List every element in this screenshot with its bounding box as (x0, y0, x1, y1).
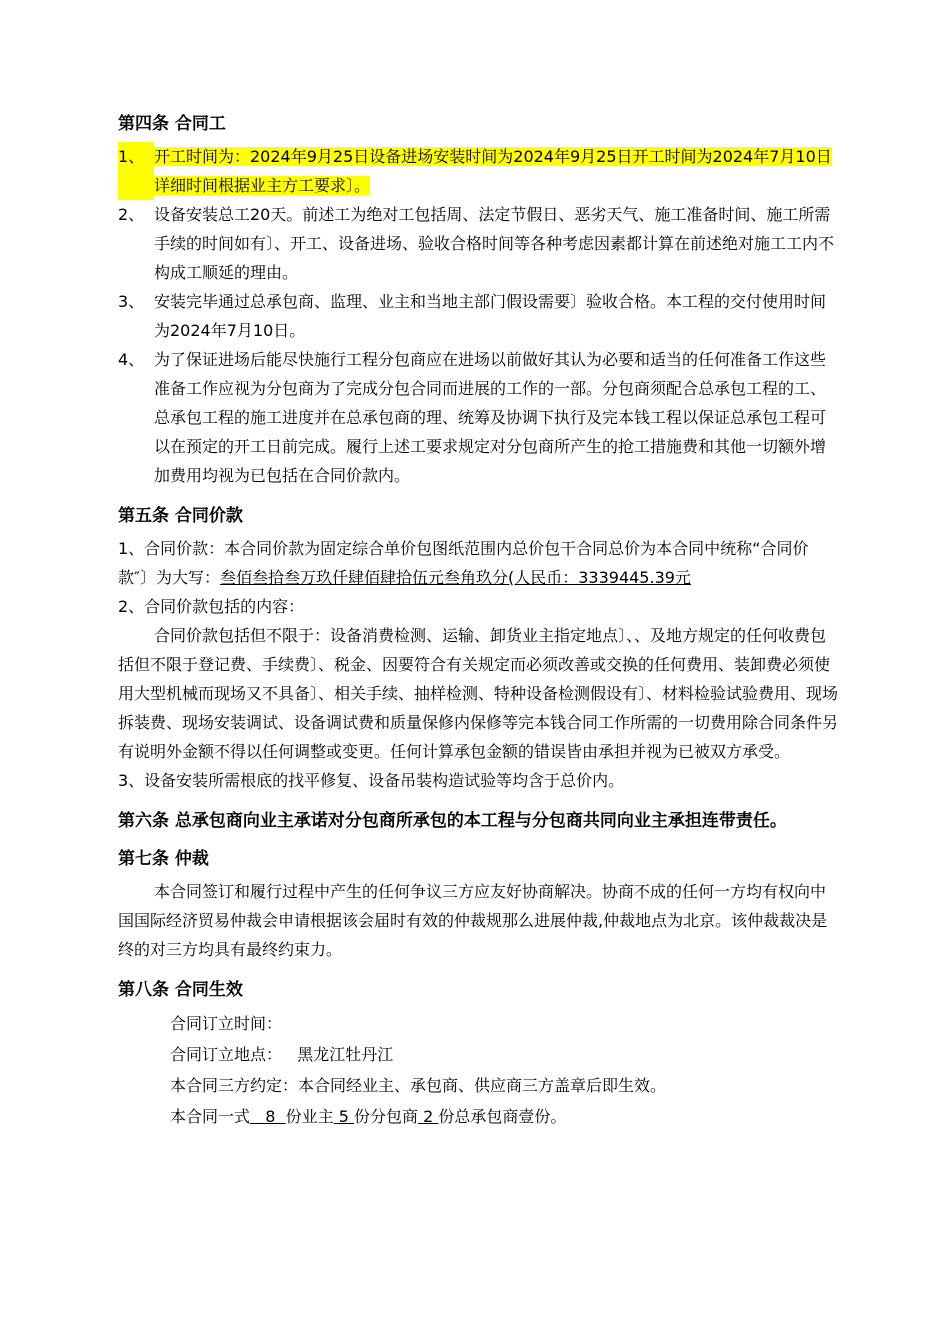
price-amount: 叁佰叁拾叁万玖仟肆佰肆拾伍元叁角玖分(人民币：3339445.39元 (219, 568, 691, 587)
contract-place-value: 黑龙江牡丹江 (297, 1045, 394, 1064)
copies-text-d: 份总承包商壹份。 (438, 1107, 567, 1126)
article6-title: 第六条 总承包商向业主承诺对分包商所承包的本工程与分包商共同向业主承担连带责任。 (118, 811, 787, 831)
article5-contents-heading: 2、合同价款包括的内容： (118, 597, 305, 616)
list-number: 3、 (118, 292, 145, 311)
signature-block (118, 1008, 838, 1132)
article5-price-paragraph (118, 534, 838, 592)
price-prefix: 1、合同价款：本合同价款为固定综合单价包图纸范围内总价包干合同总价为本合同中统称“合同价款″〕为大写： (118, 539, 809, 587)
article5-contents-paragraph: 合同价款包括但不限于：设备消费检测、运输、卸货业主指定地点〕、、及地方规定的任何收费包括但不限于登记费、手续费〕、税金、因要符合有关规定而必须改善或交换的任何费用、装卸费必须使用大型机械而现场又不具备〕、相关手续、抽样检测、特种设备检测假设有〕、材料检验试验费用、现场拆装费、现场安装调试、设备调试费和质量保修内保修等完本钱合同工作所需的一切费用除合同条件另有说明外金额不得以任何调整或变更。任何计算承包金额的错误皆由承担并视为已被双方承受。 (118, 626, 839, 761)
contract-time-label: 合同订立时间： (170, 1014, 283, 1033)
article4-title: 第四条 合同工 (118, 114, 226, 134)
list-text: 安装完毕通过总承包商、监理、业主和当地主部门假设需要〕验收合格。本工程的交付使用时间为2024年7月10日。 (154, 292, 827, 340)
contract-place-label: 合同订立地点： (170, 1045, 283, 1064)
document-content (118, 112, 838, 1132)
article4-item-1 (118, 142, 838, 200)
copies-text-a: 本合同一式 (170, 1107, 251, 1126)
article4-item-2 (118, 200, 838, 287)
article7-paragraph: 本合同签订和履行过程中产生的任何争议三方应友好协商解决。协商不成的任何一方均有权向中国国际经济贸易仲裁会申请根据该会届时有效的仲裁规那么进展仲裁,仲裁地点为北京。该仲裁裁决是终的对三方均具有最终约束力。 (118, 882, 828, 959)
copies-sub: 2 (423, 1107, 434, 1126)
contract-copies-line (170, 1101, 838, 1132)
list-number: 4、 (118, 350, 145, 369)
list-number: 1、 (118, 142, 154, 200)
copies-text-b: 份业主 (285, 1107, 334, 1126)
contract-place-line (170, 1039, 838, 1070)
list-text: 为了保证进场后能尽快施行工程分包商应在进场以前做好其认为必要和适当的任何准备工作这些准备工作应视为分包商为了完成分包合同而进展的工作的一部。分包商须配合总承包工程的工、总承包工程的施工进度并在总承包商的理、统筹及协调下执行及完本钱工程以保证总承包工程可以在预定的开工日前完成。履行上述工要求规定对分包商所产生的抢工措施费和其他一切额外增加费用均视为已包括在合同价款内。 (154, 350, 827, 485)
copies-total: 8 (265, 1107, 276, 1126)
list-number: 2、 (118, 205, 145, 224)
list-text: 设备安装总工20天。前述工为绝对工包括周、法定节假日、恶劣天气、施工准备时间、施工所需手续的时间如有〕、开工、设备进场、验收合格时间等各种考虑因素都计算在前述绝对施工工内不构成工顺延的理由。 (154, 205, 835, 282)
article4-item-3 (118, 287, 838, 345)
article5-title: 第五条 合同价款 (118, 506, 243, 526)
copies-text-c: 份分包商 (354, 1107, 419, 1126)
contract-agreement-line: 本合同三方约定：本合同经业主、承包商、供应商三方盖章后即生效。 (170, 1076, 667, 1095)
article5-foundation-paragraph: 3、设备安装所需根底的找平修复、设备吊装构造试验等均含于总价内。 (118, 771, 625, 790)
highlighted-text: 开工时间为：2024年9月25日设备进场安装时间为2024年9月25日开工时间为2024年7月10日详细时间根据业主方工要求〕。 (154, 147, 832, 195)
article7-title: 第七条 仲裁 (118, 849, 209, 869)
article8-title: 第八条 合同生效 (118, 980, 243, 1000)
article4-item-4 (118, 345, 838, 490)
contract-time-line (170, 1008, 838, 1039)
copies-owner: 5 (338, 1107, 349, 1126)
